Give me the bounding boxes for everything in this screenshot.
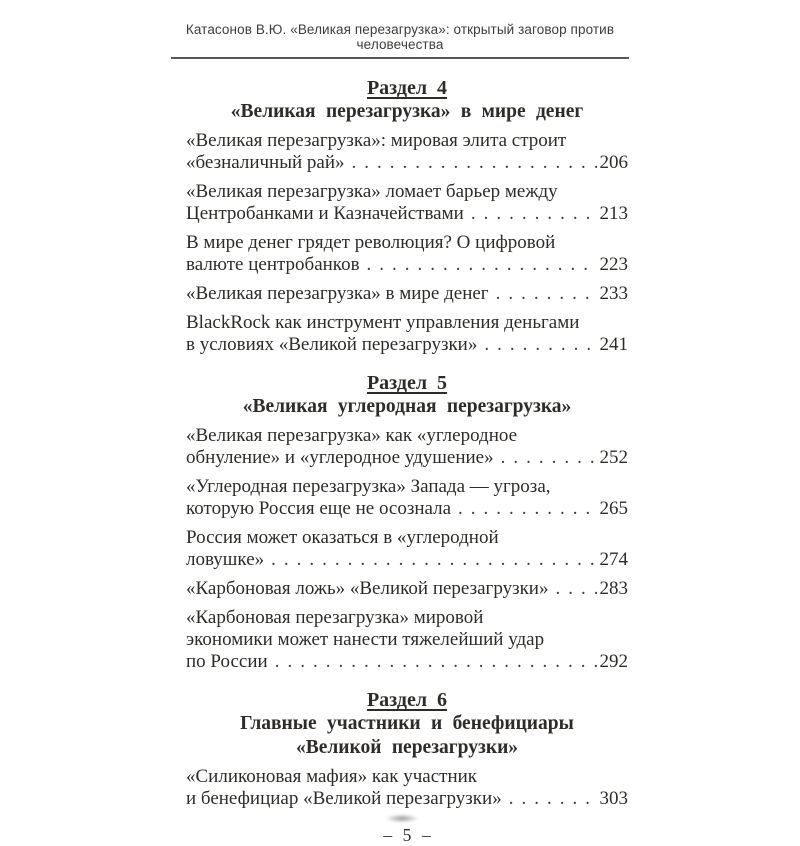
dot-leader [458, 498, 596, 520]
dot-leader [484, 334, 596, 356]
page-number: 283 [599, 578, 628, 599]
toc-entry [186, 425, 628, 469]
toc-entry [186, 607, 628, 673]
page-number: 206 [599, 152, 628, 173]
entry-line: «Силиконовая мафия» как участник [186, 766, 478, 787]
toc-entry [186, 476, 628, 520]
entry-line: BlackRock как инструмент управления деньгами [186, 312, 580, 333]
toc-entry [186, 578, 628, 600]
toc-entry [186, 312, 628, 356]
entry-line: ловушке» [186, 549, 265, 570]
dot-leader [496, 283, 597, 305]
toc-section-5 [186, 372, 628, 673]
dot-leader [501, 447, 597, 469]
dot-leader [271, 549, 596, 571]
toc-entry [186, 232, 628, 276]
entry-line: «безналичный рай» [186, 152, 345, 173]
page-number: 303 [599, 788, 628, 809]
table-of-contents [186, 77, 628, 846]
entry-line: «Карбоновая перезагрузка» мировой [186, 607, 484, 628]
dot-leader [555, 578, 596, 600]
entry-line: «Углеродная перезагрузка» Запада — угроза, [186, 476, 551, 497]
page-number: 241 [599, 334, 628, 355]
toc-entry [186, 766, 628, 810]
entry-line: «Карбоновая ложь» «Великой перезагрузки» [186, 578, 549, 599]
page-number: 223 [599, 254, 628, 275]
page-number: 233 [599, 283, 628, 304]
section-entries [186, 130, 628, 356]
dot-leader [471, 203, 597, 225]
section-title: Раздел 5 [366, 372, 448, 394]
page-number: 274 [599, 549, 628, 570]
running-header-title: Катасонов В.Ю. «Великая перезагрузка»: открытый заговор против человечества [185, 22, 615, 52]
entry-line: валюте центробанков [186, 254, 360, 275]
section-title: Раздел 4 [366, 77, 448, 99]
toc-entry [186, 130, 628, 174]
toc-entry [186, 283, 628, 305]
page-number: 292 [599, 651, 628, 672]
entry-line: по России [186, 651, 268, 672]
dot-leader [352, 152, 597, 174]
footer-page-number: – 5 – [383, 825, 431, 845]
entry-line: и бенефициар «Великой перезагрузки» [186, 788, 502, 809]
entry-line: «Великая перезагрузка» ломает барьер между [186, 181, 558, 202]
entry-line: в условиях «Великой перезагрузки» [186, 334, 478, 355]
entry-line: В мире денег грядет революция? О цифровой [186, 232, 556, 253]
entry-line: «Великая перезагрузка» в мире денег [186, 283, 489, 304]
section-entries [186, 766, 628, 810]
section-subtitle: «Великая углеродная перезагрузка» [242, 396, 572, 417]
entry-line: экономики может нанести тяжелейший удар [186, 629, 545, 650]
section-subtitle: Главные участники и бенефициары [240, 713, 574, 734]
dot-leader [509, 788, 597, 810]
entry-line: обнуление» и «углеродное удушение» [186, 447, 494, 468]
entry-line: «Великая перезагрузка»: мировая элита строит [186, 130, 567, 151]
page-number: 213 [599, 203, 628, 224]
entry-line: Центробанками и Казначействами [186, 203, 464, 224]
section-title: Раздел 6 [366, 689, 448, 711]
entry-line: «Великая перезагрузка» как «углеродное [186, 425, 518, 446]
dot-leader [367, 254, 597, 276]
page-number: 265 [599, 498, 628, 519]
toc-section-6 [186, 689, 628, 810]
entry-line: Россия может оказаться в «углеродной [186, 527, 499, 548]
scan-artifact [385, 814, 419, 823]
page-number: 252 [599, 447, 628, 468]
toc-entry [186, 181, 628, 225]
toc-entry [186, 527, 628, 571]
section-entries [186, 425, 628, 673]
section-subtitle: «Великой перезагрузки» [295, 737, 519, 758]
section-subtitle: «Великая перезагрузка» в мире денег [230, 101, 584, 122]
dot-leader [275, 651, 597, 673]
toc-section-4 [186, 77, 628, 356]
entry-line: которую Россия еще не осознала [186, 498, 452, 519]
running-header [171, 22, 629, 59]
